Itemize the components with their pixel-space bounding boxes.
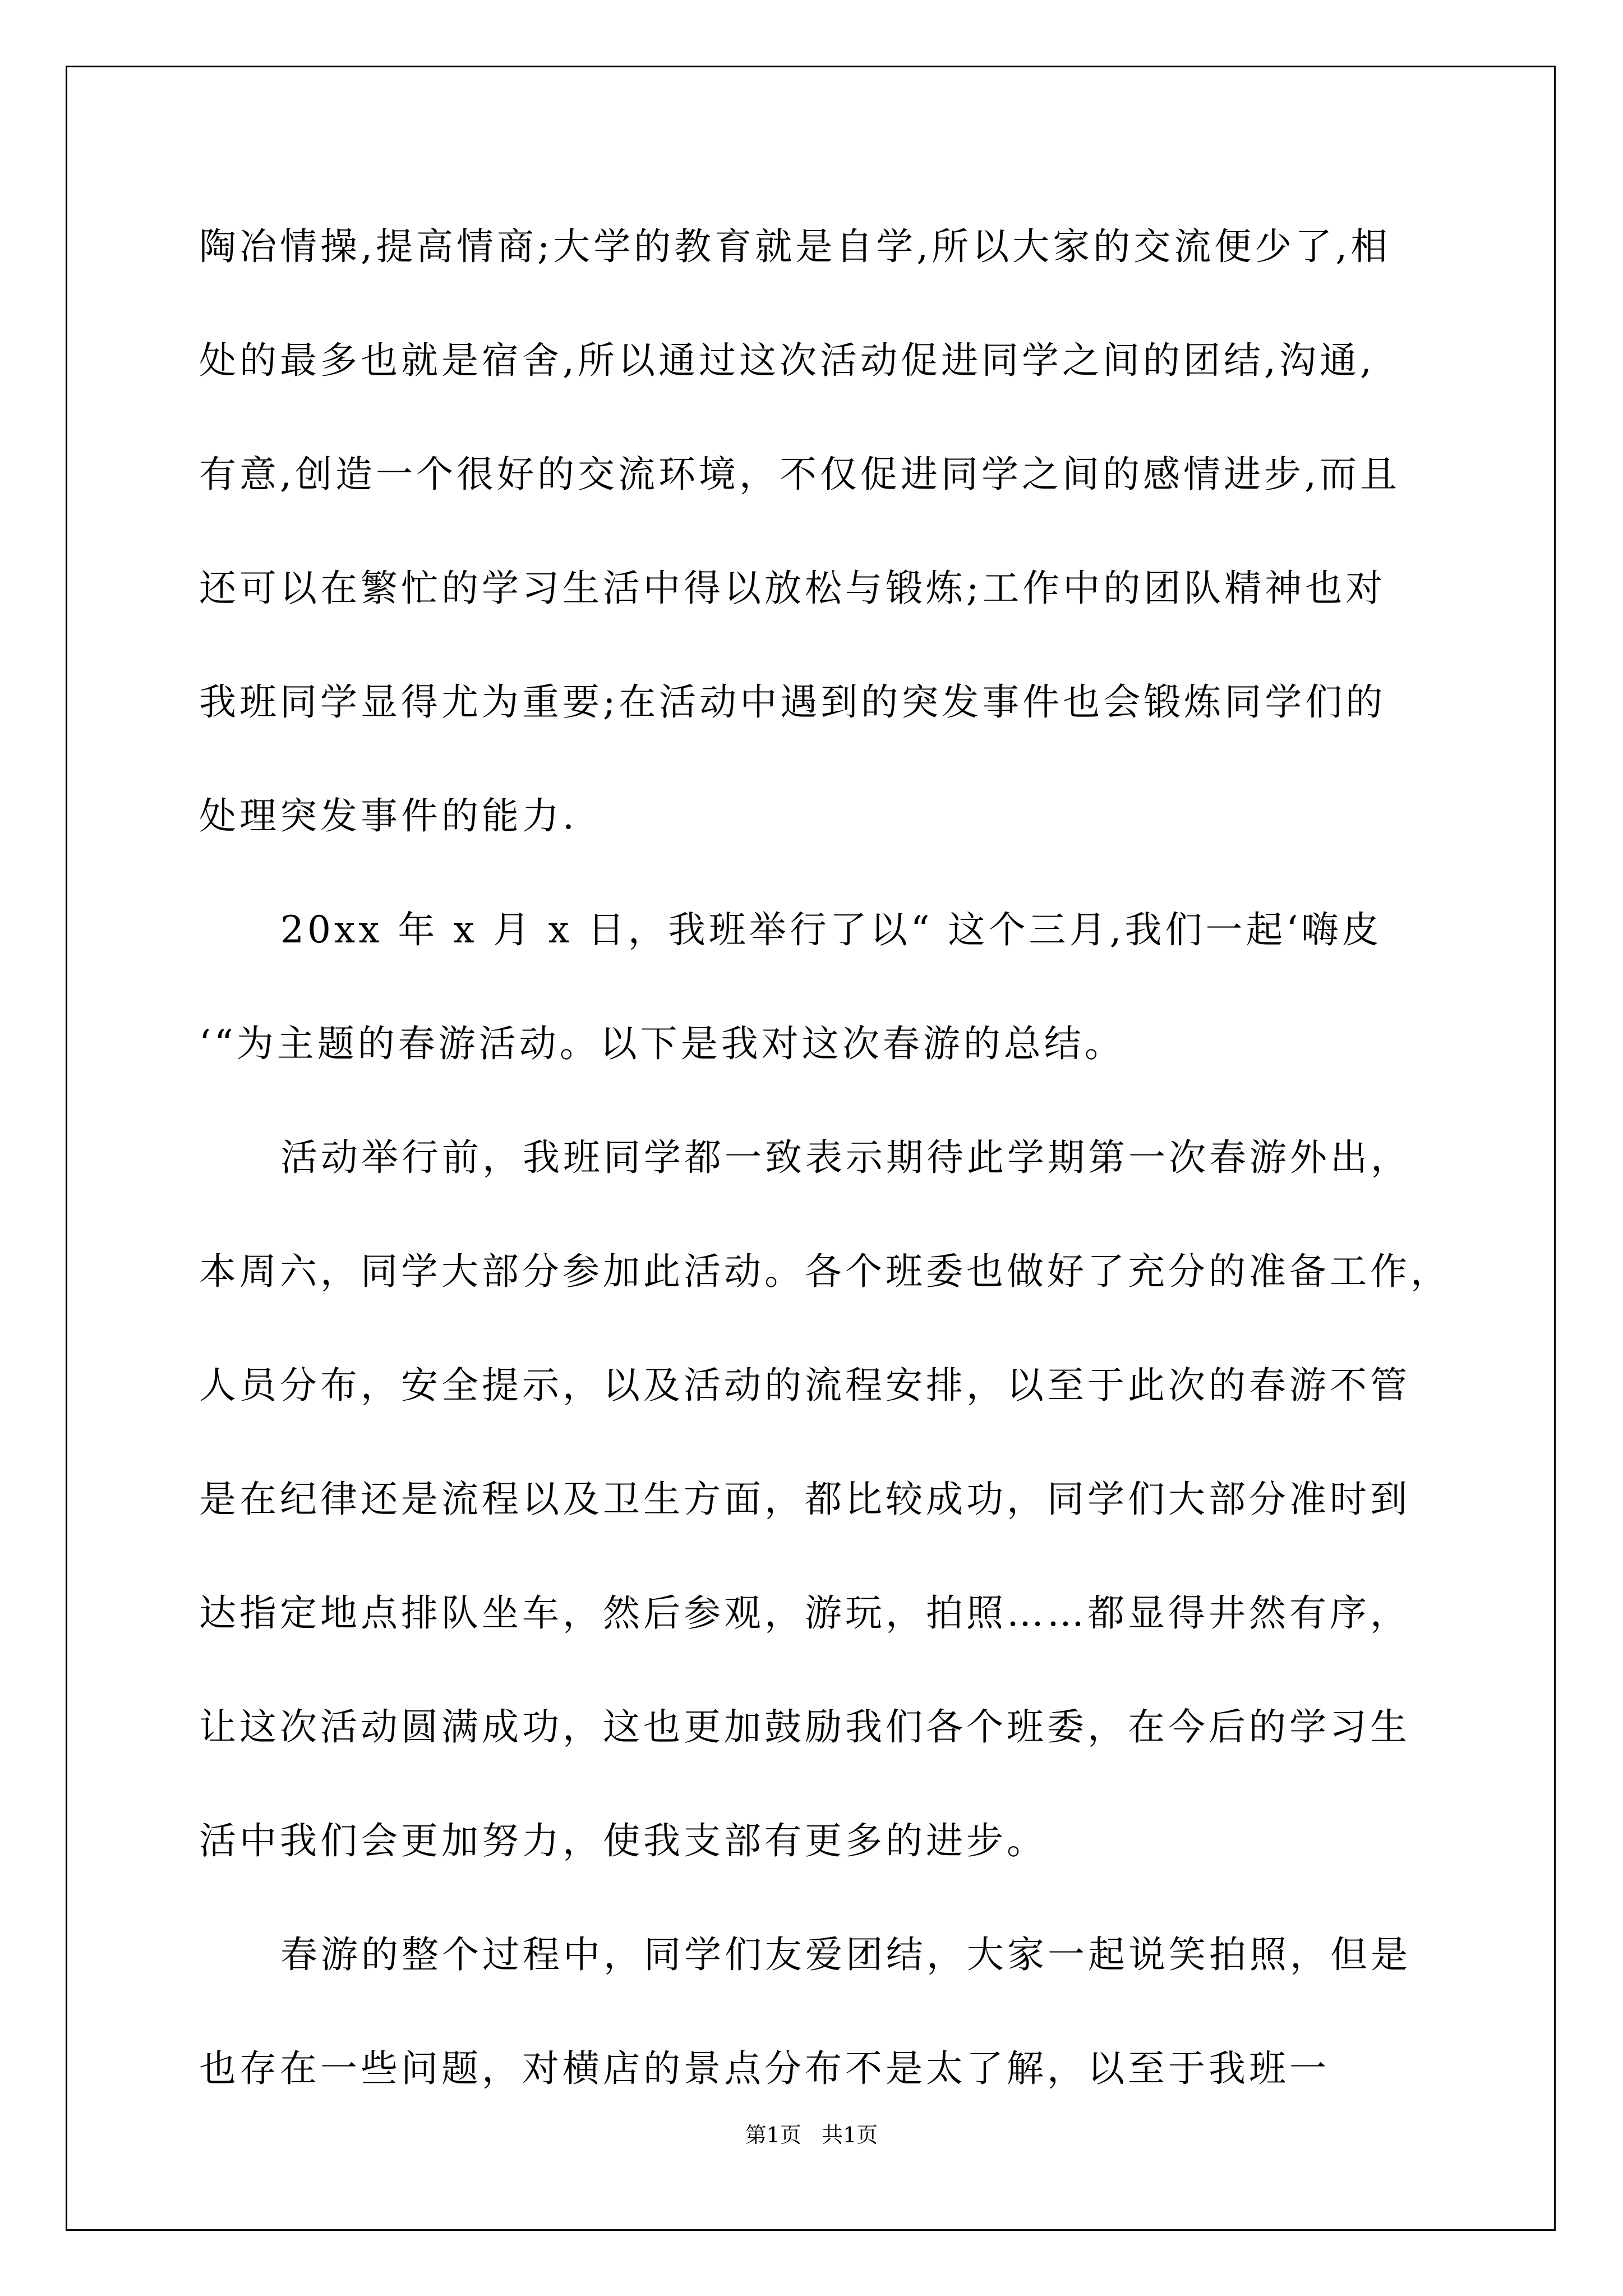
text-line: 也存在一些问题，对横店的景点分布不是太了解，以至于我班一: [199, 2047, 1330, 2090]
text-line: 让这次活动圆满成功，这也更加鼓励我们各个班委，在今后的学习生: [199, 1705, 1410, 1749]
text-line: 还可以在繁忙的学习生活中得以放松与锻炼;工作中的团队精神也对: [199, 567, 1386, 610]
text-line: 处的最多也就是宿舍,所以通过这次活动促进同学之间的团结,沟通,: [199, 339, 1375, 382]
text-line: 达指定地点排队坐车，然后参观，游玩，拍照……都显得井然有序，: [199, 1591, 1410, 1635]
text-line: ‘“为主题的春游活动。以下是我对这次春游的总结。: [199, 1022, 1125, 1065]
text-line: 处理突发事件的能力.: [199, 794, 578, 838]
text-line: 我班同学显得尤为重要;在活动中遇到的突发事件也会锻炼同学们的: [199, 680, 1386, 724]
paragraph-start-line: 春游的整个过程中，同学们友爱团结，大家一起说笑拍照，但是: [280, 1933, 1411, 1976]
text-line: 本周六，同学大部分参加此活动。各个班委也做好了充分的准备工作，: [199, 1250, 1451, 1293]
text-line: 有意,创造一个很好的交流环境，不仅促进同学之间的感情进步,而且: [199, 453, 1400, 496]
text-line: 陶冶情操,提高情商;大学的教育就是自学,所以大家的交流便少了,相: [199, 225, 1391, 268]
text-line: 活中我们会更加努力，使我支部有更多的进步。: [199, 1819, 1047, 1862]
page-footer: 第1页 共1页: [745, 2123, 878, 2147]
text-line: 是在纪律还是流程以及卫生方面，都比较成功，同学们大部分准时到: [199, 1478, 1410, 1521]
paragraph-start-line: 20xx 年 x 月 x 日，我班举行了以“ 这个三月,我们一起‘嗨皮: [280, 908, 1382, 951]
text-line: 人员分布，安全提示，以及活动的流程安排，以至于此次的春游不管: [199, 1364, 1410, 1407]
paragraph-start-line: 活动举行前，我班同学都一致表示期待此学期第一次春游外出，: [280, 1136, 1411, 1179]
